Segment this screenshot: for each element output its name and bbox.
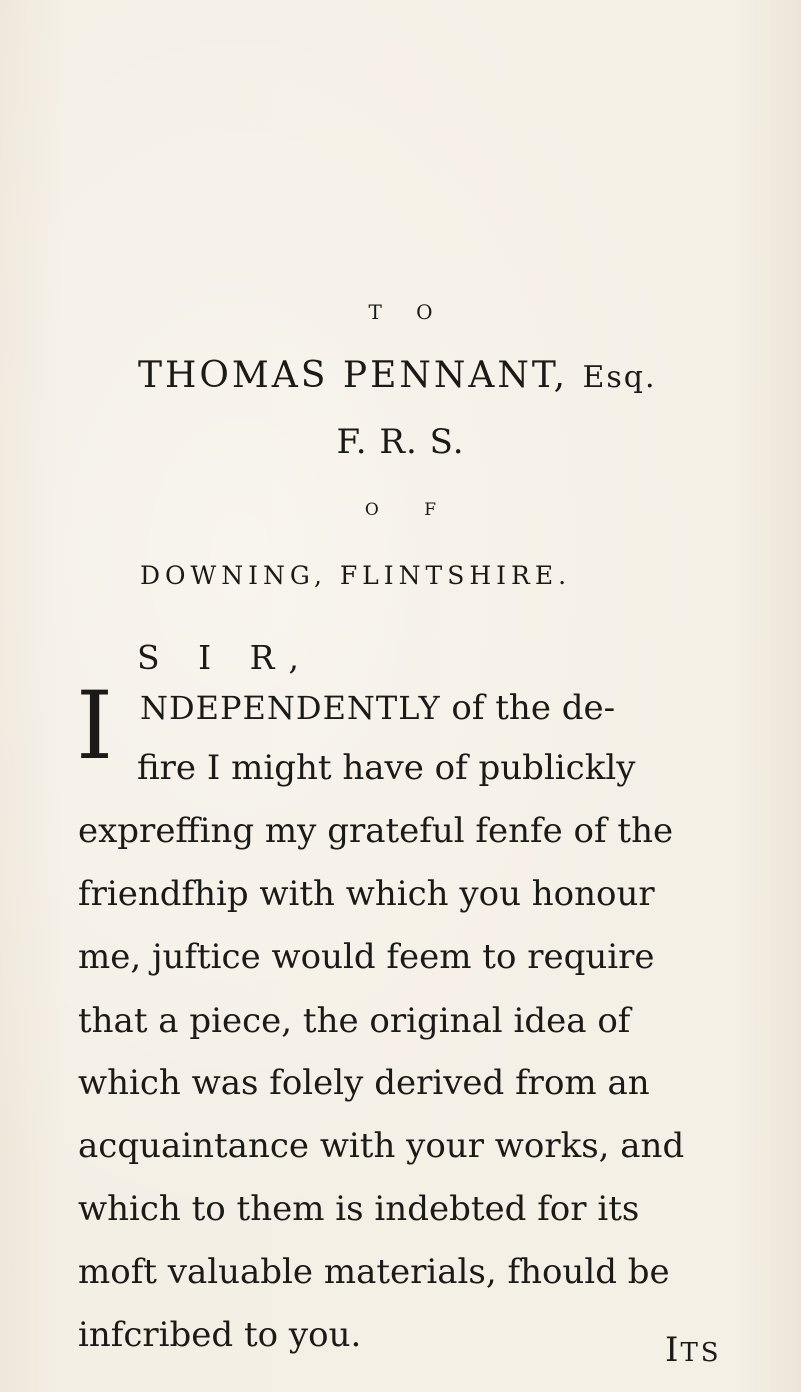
body-line-11: infcribed to you.	[78, 1315, 362, 1355]
drop-cap: I	[76, 672, 114, 781]
first-word: NDEPENDENTLY	[140, 689, 441, 727]
catchword	[665, 1330, 722, 1370]
fellowship-title: F. R. S.	[336, 422, 465, 462]
body-line-9: which to them is indebted for its	[78, 1189, 640, 1229]
of-label: O F	[364, 500, 457, 520]
salutation: S I R,	[137, 638, 313, 677]
dedicatee-line	[138, 355, 657, 396]
dedication-to: T O	[368, 300, 447, 324]
body-line-6: that a piece, the original idea of	[78, 1001, 631, 1041]
body-line-3: expreffing my grateful fenfe of the	[78, 811, 674, 851]
body-line-1	[140, 688, 615, 728]
dedicatee-name: THOMAS PENNANT,	[138, 355, 569, 396]
body-line-2: fire I might have of publickly	[137, 748, 636, 788]
catchword-rest: TS	[680, 1338, 722, 1368]
body-line-5: me, juftice would feem to require	[78, 937, 655, 977]
dedicatee-suffix: Esq.	[582, 360, 657, 395]
body-line-1-rest: of the de-	[451, 688, 616, 728]
body-line-8: acquaintance with your works, and	[78, 1126, 685, 1166]
body-line-4: friendfhip with which you honour	[78, 874, 655, 914]
catchword-initial: I	[665, 1330, 681, 1370]
body-line-10: moft valuable materials, fhould be	[78, 1252, 670, 1292]
residence-place: DOWNING, FLINTSHIRE.	[140, 561, 572, 590]
body-line-7: which was folely derived from an	[78, 1063, 650, 1103]
